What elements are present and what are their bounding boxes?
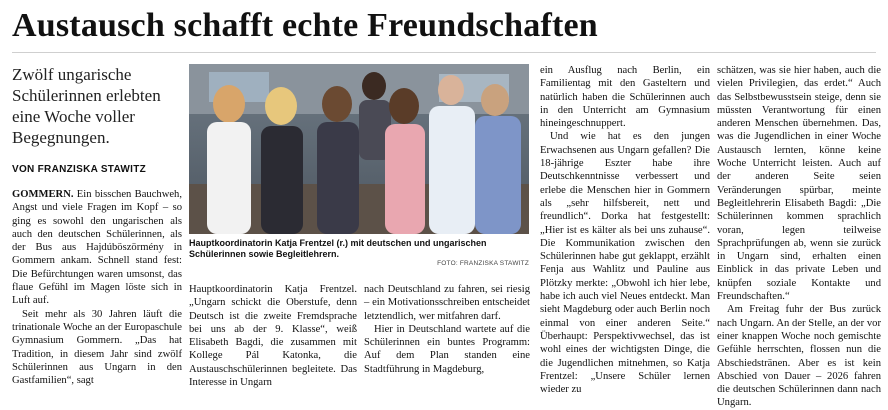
article-paragraph: Und wie hat es den jungen Erwachsenen aus Ungarn gefallen? Die 18-jährige Eszter habe ihre Deutschkenntnisse verbessert und erlebe die Menschen hier in Gommern als „sehr hilfsbereit, nett und freundlich“. Dorka hat festgestellt: „Hier ist es kälter als bei uns zuhause“. Die Kommunikation zwischen den Schülerinnen habe gut geklappt, erzählt Fenja aus Wahlitz und Pauline aus Plötzky merkte: „Obwohl ich hier lebe, habe ich auch viel Neues entdeckt. Man sieht Magdeburg oder auch Berlin noch einmal von einer anderen Seite.“ Überhaupt: Perspektivwechsel, das ist wohl eines der wichtigsten Dinge, die die Jugendlichen mitnehmen, so Katja Frentzel: „Unsere Schüler lernen wieder zu bbox=[540, 131, 710, 396]
group-photo bbox=[189, 64, 529, 234]
article-paragraph: Hier in Deutschland wartete auf die Schülerinnen ein buntes Programm: Auf dem Plan standen eine Stadtführung in Magdeburg, bbox=[364, 323, 530, 375]
group-photo-image bbox=[189, 64, 529, 234]
article-paragraph bbox=[12, 188, 182, 308]
article-paragraph: nach Deutschland zu fahren, sei riesig – ein Motivationsschreiben entscheidet letztendlich, wer mitfahren darf. bbox=[364, 284, 530, 322]
article-column-4 bbox=[540, 64, 710, 400]
article-column-5 bbox=[717, 64, 881, 409]
article-column-3 bbox=[364, 283, 530, 401]
article-paragraph: Seit mehr als 30 Jahren läuft die trinationale Woche an der Europaschule Gymnasium Gommern. „Das hat Tradition, in diesem Jahr sind zwölf Schülerinnen aus Ungarn in den Gastfamilien“, sagt bbox=[12, 308, 182, 387]
photo-credit: FOTO: FRANZISKA STAWITZ bbox=[437, 260, 529, 267]
article-column-2 bbox=[189, 283, 357, 401]
article-paragraph: Am Freitag fuhr der Bus zurück nach Ungarn. An der Stelle, an der vor einer knappen Woche noch gemischte Gefühle herrschten, flossen nun die Abschiedstränen. Aber es ist kein Abschied von Dauer – 2026 fahren die deutschen Schülerinnen dann nach Ungarn. bbox=[717, 304, 881, 409]
placeline: GOMMERN. bbox=[12, 189, 74, 200]
article-paragraph: ein Ausflug nach Berlin, ein Familientag mit den Gasteltern und natürlich haben die Schülerinnen auch in den Unterricht am Gymnasium hineingeschnuppert. bbox=[540, 65, 710, 130]
article-headline: Austausch schafft echte Freundschaften bbox=[12, 7, 598, 44]
paragraph-text: Ein bisschen Bauchweh, Angst und viele Fragen im Kopf – so ging es sowohl den ungarischen als auch den deutschen Schülerinnen, als der Bus aus Hajdúböszörmény in Gommern ankam. Schnell stand fest: Die Befürchtungen waren umsonst, das flaue Gefühl im Magen löste sich in Luft auf. bbox=[12, 189, 182, 307]
article-paragraph: schätzen, was sie hier haben, auch die vielen Privilegien, das erdet.“ Auch das Selbstbewusstsein steige, denn sie müssten Verantwortung für einen anderen Menschen übernehmen. Das, was die Jugendlichen in einer Woche Austausch lernten, könne keine Woche Unterricht leisten. Auch auf der anderen Seite seien Veränderungen spürbar, meinte Begleitlehrerin Elisabeth Bagdi: „Die Schülerinnen kommen sprachlich voran, legen teilweise Sprachprüfungen ab, wenn sie zurück in Ungarn sind, erhalten einen Einblick in das private Leben und knüpfen soziale Kontakte und Freundschaften.“ bbox=[717, 65, 881, 303]
article-paragraph: Hauptkoordinatorin Katja Frentzel. „Ungarn schickt die Oberstufe, denn Deutsch ist die zweite Fremdsprache bei uns ab der 9. Klasse“, weiß Elisabeth Bagdi, die zusammen mit Kollege Pál Katonka, die Austauschschülerinnen begleitete. Das Interesse in Ungarn bbox=[189, 284, 357, 389]
photo-caption: Hauptkoordinatorin Katja Frentzel (r.) mit deutschen und ungarischen Schülerinnen sowie Begleitlehrern. bbox=[189, 238, 487, 259]
headline-rule bbox=[12, 52, 876, 53]
author-byline: VON FRANZISKA STAWITZ bbox=[12, 164, 147, 175]
article-teaser: Zwölf ungarische Schülerinnen erlebten eine Woche voller Begegnungen. bbox=[12, 65, 161, 147]
article-column-1 bbox=[12, 188, 182, 398]
